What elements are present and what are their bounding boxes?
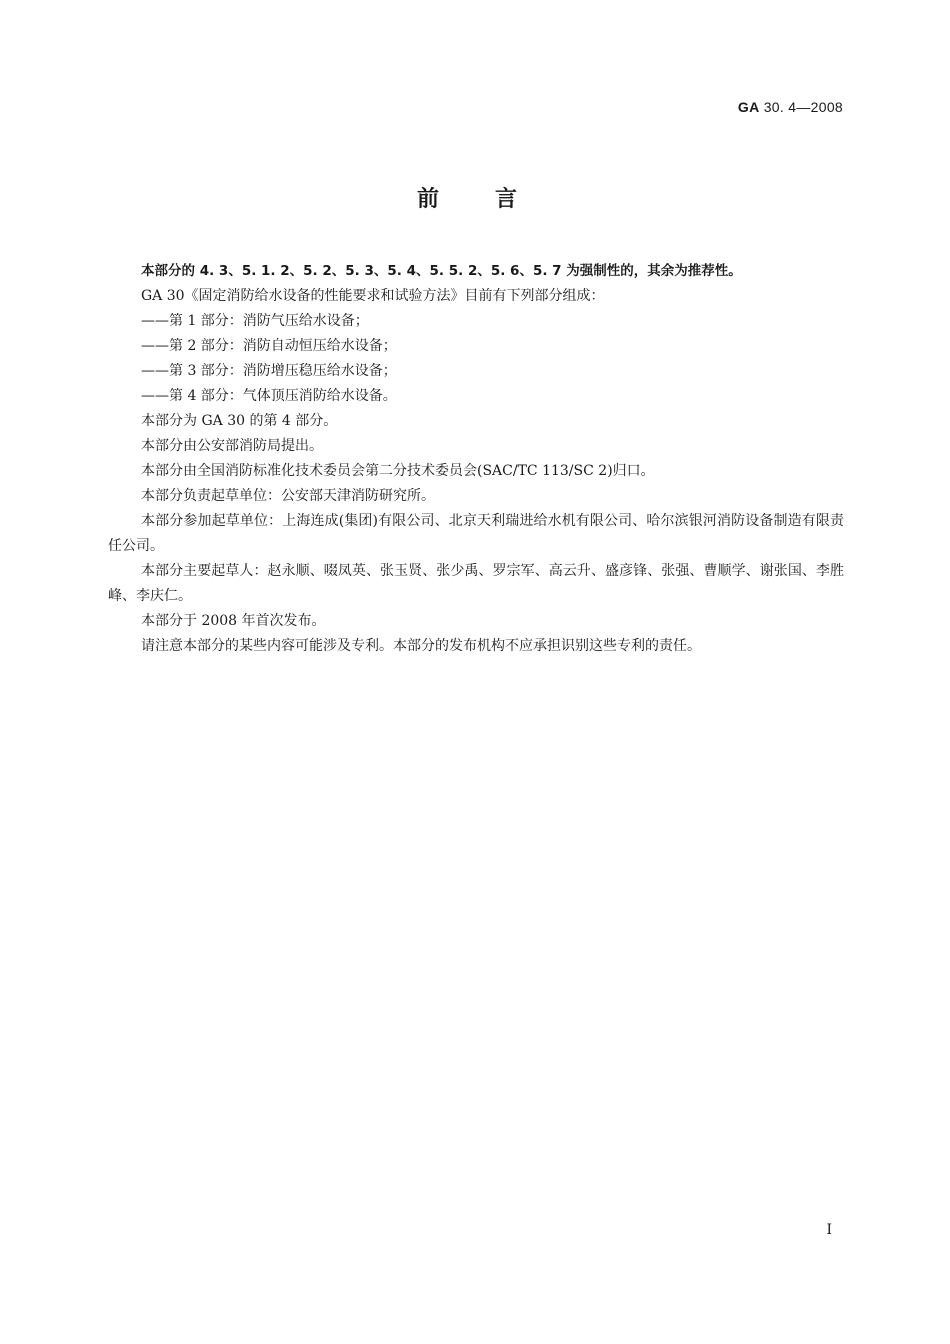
- mandatory-statement: 本部分的 4. 3、5. 1. 2、5. 2、5. 3、5. 4、5. 5. 2、5. 6、5. 7 为强制性的，其余为推荐性。: [141, 263, 742, 279]
- patent-notice: 请注意本部分的某些内容可能涉及专利。本部分的发布机构不应承担识别这些专利的责任。: [141, 638, 701, 654]
- list-item: ——第 4 部分：气体顶压消防给水设备。: [141, 388, 397, 404]
- proposed-by-statement: 本部分由公安部消防局提出。: [141, 438, 323, 454]
- centralized-by-statement: 本部分由全国消防标准化技术委员会第二分技术委员会(SAC/TC 113/SC 2)归口。: [141, 463, 655, 479]
- participating-units-statement: 本部分参加起草单位：上海连成(集团)有限公司、北京天利瑞进给水机有限公司、哈尔滨银河消防设备制造有限责任公司。: [108, 513, 844, 554]
- list-item: ——第 3 部分：消防增压稳压给水设备；: [141, 363, 397, 379]
- list-item: ——第 1 部分：消防气压给水设备；: [141, 313, 369, 329]
- responsible-unit-statement: 本部分负责起草单位：公安部天津消防研究所。: [141, 488, 435, 504]
- list-item: ——第 2 部分：消防自动恒压给水设备；: [141, 338, 397, 354]
- part-of-statement: 本部分为 GA 30 的第 4 部分。: [141, 413, 338, 429]
- composition-statement: GA 30《固定消防给水设备的性能要求和试验方法》目前有下列部分组成：: [141, 288, 605, 304]
- first-release-statement: 本部分于 2008 年首次发布。: [141, 613, 326, 629]
- page-title: 前言: [416, 187, 573, 212]
- document-code: [738, 99, 843, 115]
- page-number: I: [826, 1222, 832, 1238]
- document-code-prefix: GA: [737, 99, 760, 115]
- foreword-body: [108, 259, 844, 659]
- document-code-number: 30. 4—2008: [759, 99, 843, 115]
- main-drafters-statement: 本部分主要起草人：赵永顺、啜凤英、张玉贤、张少禹、罗宗军、高云升、盛彦锋、张强、曹顺学、谢张国、李胜峰、李庆仁。: [108, 563, 844, 604]
